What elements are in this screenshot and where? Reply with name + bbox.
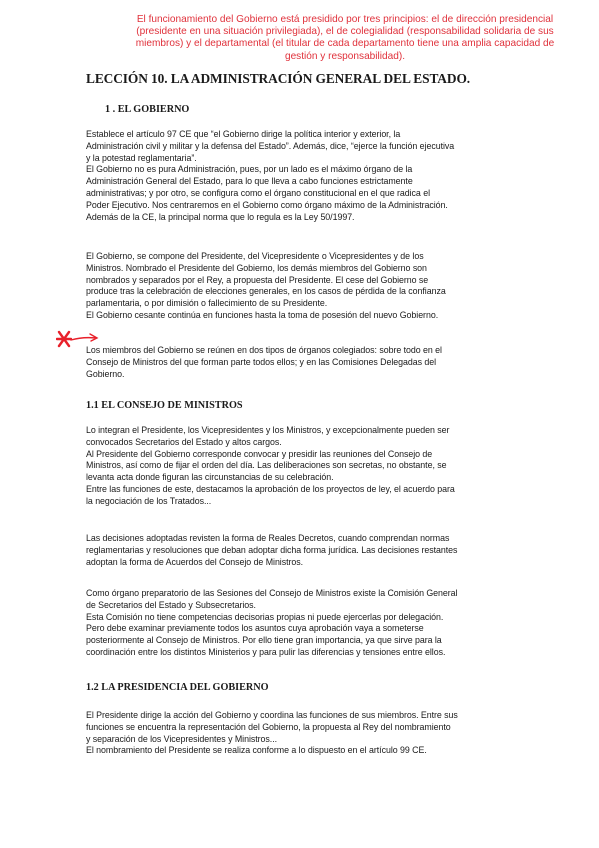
text-line: coordinación entre los distintos Ministerios y para pulir las diferencias y tensiones entre ellos. [86,646,446,657]
text-line: la negociación de los Tratados... [86,495,212,506]
text-line: funciones se encuentra la representación del Gobierno, la propuesta al Rey del nombramiento [86,721,451,732]
text-line: Los miembros del Gobierno se reúnen en dos tipos de órganos colegiados: sobre todo en el [86,345,442,355]
text-line: El Presidente dirige la acción del Gobierno y coordina las funciones de sus miembros. Entre sus [86,710,458,720]
text-line: Gobierno. [86,368,125,379]
text-line: Esta Comisión no tiene competencias decisorias propias ni puede ejercerlas por delegación. [86,611,444,622]
text-line: Las decisiones adoptadas revisten la forma de Reales Decretos, cuando comprendan normas [86,533,450,543]
text-line: Establece el artículo 97 CE que “el Gobierno dirige la política interior y exterior, la [86,129,401,139]
text-line: de Secretarios del Estado y Subsecretarios. [86,599,256,610]
paragraph-presidente [86,710,528,757]
text-line: El Gobierno cesante continúa en funciones hasta la toma de posesión del nuevo Gobierno. [86,309,439,320]
text-line: administrativas; y por otro, se configura como el órgano constitucional en el que radica el [86,187,430,198]
text-line: adoptan la forma de Acuerdos del Consejo de Ministros. [86,556,304,567]
paragraph-decisiones [86,533,528,568]
text-line: Lo integran el Presidente, los Vicepresidentes y los Ministros, y excepcionalmente pueden ser [86,425,450,435]
paragraph-composition [86,251,528,322]
text-line: Entre las funciones de este, destacamos la aprobación de los proyectos de ley, el acuerdo para [86,483,455,494]
note-line: miembros) y el departamental (el titular de cada departamento tiene una amplia capacidad de [135,38,555,50]
section-heading-gobierno: 1 . EL GOBIERNO [105,104,190,115]
text-line: parlamentaria, o por dimisión o fallecimiento de su Presidente. [86,298,328,309]
text-line: y separación de los Vicepresidentes y Ministros... [86,733,278,744]
text-line: y la potestad reglamentaria”. [86,152,197,163]
paragraph-comision-general [86,588,528,659]
text-line: Administración civil y militar y la defensa del Estado”. Además, dice, “ejerce la función ejecutiva [86,140,455,151]
text-line: El Gobierno, se compone del Presidente, del Vicepresidente o Vicepresidentes y de los [86,251,424,261]
text-line: El Gobierno no es pura Administración, pues, por un lado es el máximo órgano de la [86,164,413,175]
note-line: (presidente en una situación privilegiada), el de colegialidad (responsabilidad solidaria de sus [136,26,554,38]
text-line: Ministros. Nombrado el Presidente del Gobierno, los demás miembros del Gobierno son [86,262,427,273]
paragraph-art97 [86,129,528,223]
text-line: nombrados y separados por el Rey, a propuesta del Presidente. El cese del Gobierno se [86,274,429,285]
text-line: reglamentarias y resoluciones que deban adoptar dicha forma jurídica. Las decisiones restantes [86,544,458,555]
text-line: levanta acta donde figuran las circunstancias de su celebración. [86,472,334,483]
paragraph-consejo-integrantes [86,425,528,508]
section-heading-presidencia: 1.2 LA PRESIDENCIA DEL GOBIERNO [86,682,269,693]
text-line: Ministros, así como de fijar el orden del día. Las deliberaciones son secretas, no obstante, se [86,460,447,471]
text-line: Además de la CE, la principal norma que lo regula es la Ley 50/1997. [86,211,355,222]
section-heading-consejo-ministros: 1.1 EL CONSEJO DE MINISTROS [86,400,243,411]
text-line: Como órgano preparatorio de las Sesiones del Consejo de Ministros existe la Comisión General [86,588,458,598]
text-line: convocados Secretarios del Estado y altos cargos. [86,436,282,447]
lesson-title: LECCIÓN 10. LA ADMINISTRACIÓN GENERAL DEL ESTADO. [86,71,471,86]
text-line: Consejo de Ministros del que forman parte todos ellos; y en las Comisiones Delegadas del [86,356,437,367]
text-line: El nombramiento del Presidente se realiza conforme a lo dispuesto en el artículo 99 CE. [86,745,427,756]
text-line: Pero debe examinar previamente todos los asuntos cuya aprobación vaya a someterse [86,623,424,634]
note-line: El funcionamiento del Gobierno está presidido por tres principios: el de dirección presidencial [136,14,554,25]
text-line: Poder Ejecutivo. Nos centraremos en el Gobierno como órgano máximo de la Administración. [86,199,448,210]
note-line: gestión y responsabilidad). [284,50,406,62]
text-line: Al Presidente del Gobierno corresponde convocar y presidir las reuniones del Consejo de [86,448,433,459]
text-line: Administración General del Estado, para lo que lleva a cabo funciones estrictamente [86,176,413,187]
text-line: posteriormente al Consejo de Ministros. Por ello tiene gran importancia, ya que sirve para la [86,635,442,646]
paragraph-organos-colegiados [86,345,528,380]
text-line: produce tras la celebración de elecciones generales, en los casos de pérdida de la confianza [86,286,446,297]
annotation-note [108,14,582,63]
